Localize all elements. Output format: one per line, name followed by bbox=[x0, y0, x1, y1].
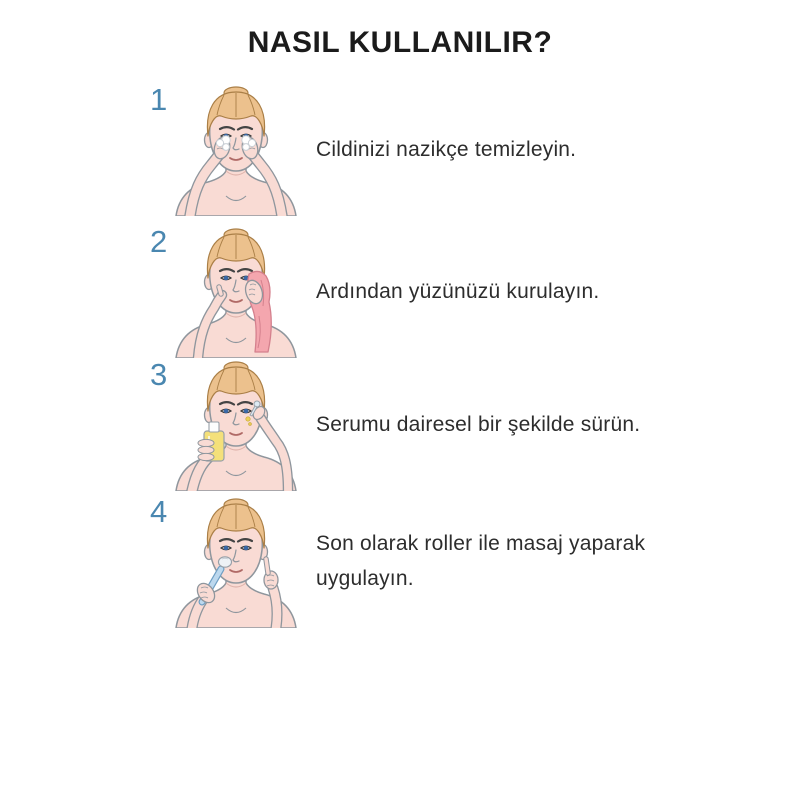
woman-massaging-with-roller-illustration bbox=[164, 496, 314, 628]
step-number: 3 bbox=[150, 357, 168, 392]
step-row-4 bbox=[148, 496, 716, 628]
woman-applying-serum-with-dropper-illustration bbox=[164, 359, 314, 491]
step-row-3 bbox=[148, 359, 640, 491]
step-row-2 bbox=[148, 226, 599, 358]
step-3-visual bbox=[148, 359, 316, 491]
step-4-visual bbox=[148, 496, 316, 628]
step-number: 2 bbox=[150, 224, 168, 259]
woman-drying-face-with-towel-illustration bbox=[164, 226, 314, 358]
step-instruction: Son olarak roller ile masaj yaparak uygulayın. bbox=[316, 532, 646, 590]
step-instruction: Cildinizi nazikçe temizleyin. bbox=[316, 137, 577, 161]
step-number: 1 bbox=[150, 82, 168, 117]
woman-cleansing-face-illustration bbox=[164, 84, 314, 216]
step-row-1 bbox=[148, 84, 576, 216]
step-2-visual bbox=[148, 226, 316, 358]
step-instruction: Ardından yüzünüzü kurulayın. bbox=[316, 279, 600, 303]
page-title: NASIL KULLANILIR? bbox=[247, 26, 553, 59]
step-number: 4 bbox=[150, 494, 168, 529]
step-instruction: Serumu dairesel bir şekilde sürün. bbox=[316, 412, 641, 436]
step-1-visual bbox=[148, 84, 316, 216]
